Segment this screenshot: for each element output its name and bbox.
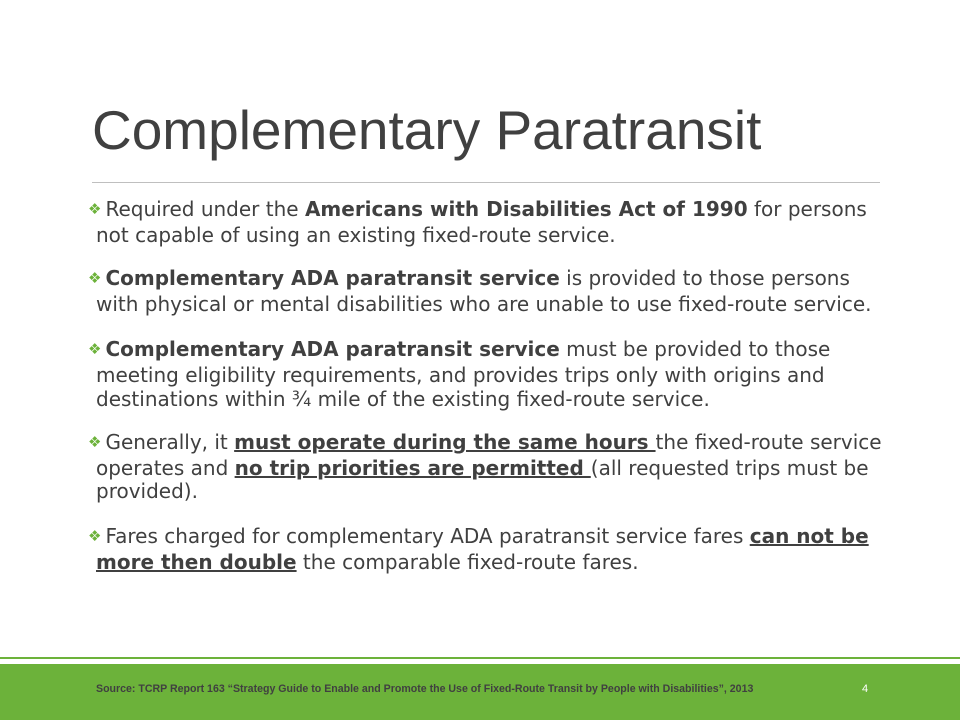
page-number: 4 [862,683,869,695]
bold-emphasis: Americans with Disabilities Act of 1990 [304,197,748,221]
underlined-emphasis: no trip priorities are permitted [234,455,591,480]
underlined-emphasis: can not be more then double [96,523,869,574]
diamond-bullet-icon: ❖ [88,340,102,359]
bullet-run: Required under the [105,197,305,221]
bullet-list [88,197,886,594]
diamond-bullet-icon: ❖ [88,269,102,288]
bullet-item [88,266,886,316]
bullet-run: Generally, it [105,430,235,455]
bullet-run: is provided to those persons with physical or mental disabilities who are unable to use fixed-route service. [96,266,872,316]
bullet-run: must be provided to those meeting eligibility requirements, and provides trips only with origins and destinations within ¾ mile of the existing fixed-route service. [96,337,831,411]
bullet-item [88,197,886,247]
bullet-text [96,266,871,316]
title-divider [92,182,880,183]
bullet-text [96,197,867,247]
source-citation: Source: TCRP Report 163 “Strategy Guide to Enable and Promote the Use of Fixed-Route Transit by People with Disabilities”, 2013 [96,683,754,695]
bold-emphasis: Complementary ADA paratransit service [105,337,560,362]
bullet-run: Fares charged for complementary ADA paratransit service fares [105,523,750,548]
underlined-emphasis: must operate during the same hours [234,430,656,455]
bold-emphasis: Complementary ADA paratransit service [105,266,560,291]
footer-accent-line [0,657,960,659]
slide-title: Complementary Paratransit [92,99,762,161]
bullet-item [88,523,886,574]
bullet-item [88,430,886,504]
bullet-run: (all requested trips must be provided). [96,455,869,504]
bullet-run: for persons not capable of using an existing fixed-route service. [96,197,867,247]
bullet-text [96,430,882,503]
bullet-text [96,337,830,410]
bullet-run: the comparable fixed-route fares. [296,549,639,574]
bullet-text [96,524,869,574]
diamond-bullet-icon: ❖ [88,433,102,452]
bullet-run: the fixed-route service operates and [96,430,882,480]
bullet-item [88,337,886,411]
diamond-bullet-icon: ❖ [88,200,102,218]
diamond-bullet-icon: ❖ [88,526,102,545]
